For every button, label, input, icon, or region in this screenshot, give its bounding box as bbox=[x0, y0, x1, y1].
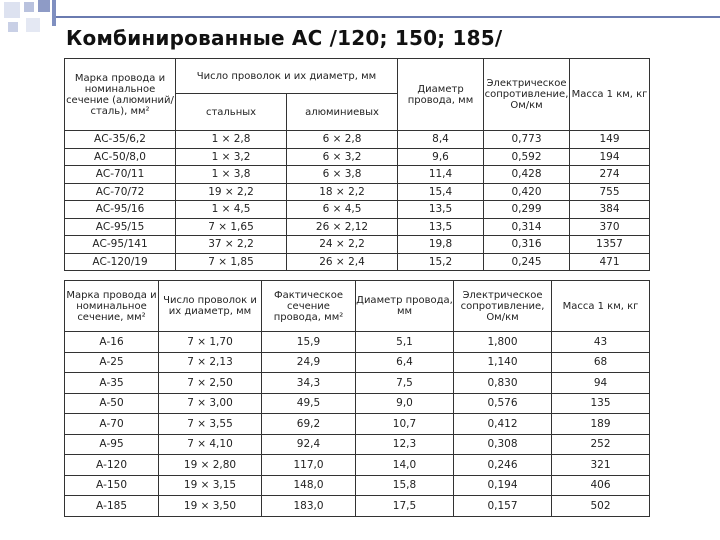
table-cell: 135 bbox=[552, 393, 650, 414]
table-cell: 69,2 bbox=[262, 414, 356, 435]
table-row bbox=[65, 148, 650, 166]
table-cell: 0,299 bbox=[484, 201, 570, 219]
table-cell: 148,0 bbox=[262, 475, 356, 496]
table-cell: 37 × 2,2 bbox=[176, 236, 287, 254]
table-cell: АС-70/72 bbox=[65, 183, 176, 201]
header-mark: Марка провода и номинальное сечение (алюминий/сталь), мм² bbox=[65, 59, 176, 131]
table-cell: АС-50/8,0 bbox=[65, 148, 176, 166]
table-row bbox=[65, 218, 650, 236]
table-cell: 0,246 bbox=[454, 455, 552, 476]
deco-vertical-bar bbox=[52, 0, 56, 26]
table-cell: А-150 bbox=[65, 475, 159, 496]
table-cell: 6 × 3,2 bbox=[287, 148, 398, 166]
table-row bbox=[65, 455, 650, 476]
a-wire-table bbox=[64, 280, 650, 517]
table-cell: 1 × 3,8 bbox=[176, 166, 287, 184]
table-cell: А-16 bbox=[65, 332, 159, 353]
table-cell: 26 × 2,4 bbox=[287, 253, 398, 271]
table-cell: 0,773 bbox=[484, 131, 570, 149]
title-rule bbox=[56, 16, 720, 18]
table-cell: АС-95/141 bbox=[65, 236, 176, 254]
table-cell: 0,412 bbox=[454, 414, 552, 435]
table-row bbox=[65, 393, 650, 414]
table-cell: 7 × 3,55 bbox=[159, 414, 262, 435]
table-cell: А-95 bbox=[65, 434, 159, 455]
table-cell: 149 bbox=[570, 131, 650, 149]
slide-title: Комбинированные АС /120; 150; 185/ bbox=[66, 26, 503, 50]
table-cell: 0,316 bbox=[484, 236, 570, 254]
table-cell: 12,3 bbox=[356, 434, 454, 455]
table-row bbox=[65, 496, 650, 517]
table-cell: 370 bbox=[570, 218, 650, 236]
table-cell: А-50 bbox=[65, 393, 159, 414]
table-cell: 117,0 bbox=[262, 455, 356, 476]
table-row bbox=[65, 414, 650, 435]
table-cell: 1 × 3,2 bbox=[176, 148, 287, 166]
table-cell: 94 bbox=[552, 373, 650, 394]
deco-square bbox=[8, 22, 18, 32]
table-cell: 321 bbox=[552, 455, 650, 476]
header-resistance: Электрическое сопротивление, Ом/км bbox=[454, 281, 552, 332]
table-cell: 7 × 3,00 bbox=[159, 393, 262, 414]
table-cell: 1,140 bbox=[454, 352, 552, 373]
table-cell: 92,4 bbox=[262, 434, 356, 455]
table-cell: 19,8 bbox=[398, 236, 484, 254]
table-cell: А-25 bbox=[65, 352, 159, 373]
table-cell: 6 × 2,8 bbox=[287, 131, 398, 149]
header-wire-count: Число проволок и их диаметр, мм bbox=[176, 59, 398, 94]
table-cell: 19 × 2,2 bbox=[176, 183, 287, 201]
table-cell: АС-70/11 bbox=[65, 166, 176, 184]
table-cell: 189 bbox=[552, 414, 650, 435]
table-cell: 26 × 2,12 bbox=[287, 218, 398, 236]
table-cell: АС-95/15 bbox=[65, 218, 176, 236]
header-mark: Марка провода и номинальное сечение, мм² bbox=[65, 281, 159, 332]
table-row bbox=[65, 434, 650, 455]
table-cell: 0,314 bbox=[484, 218, 570, 236]
table-cell: АС-120/19 bbox=[65, 253, 176, 271]
table-row bbox=[65, 475, 650, 496]
table-cell: 24 × 2,2 bbox=[287, 236, 398, 254]
table-cell: 19 × 3,50 bbox=[159, 496, 262, 517]
deco-square bbox=[24, 2, 34, 12]
table-cell: А-70 bbox=[65, 414, 159, 435]
header-steel: стальных bbox=[176, 94, 287, 131]
deco-square bbox=[4, 2, 20, 18]
table-cell: 1 × 2,8 bbox=[176, 131, 287, 149]
table-cell: 15,4 bbox=[398, 183, 484, 201]
table-cell: 406 bbox=[552, 475, 650, 496]
table-cell: 7 × 4,10 bbox=[159, 434, 262, 455]
header-diameter: Диаметр провода, мм bbox=[398, 59, 484, 131]
table-cell: 502 bbox=[552, 496, 650, 517]
table-cell: 43 bbox=[552, 332, 650, 353]
table-cell: 13,5 bbox=[398, 201, 484, 219]
table-cell: 17,5 bbox=[356, 496, 454, 517]
table-cell: 24,9 bbox=[262, 352, 356, 373]
table-cell: 10,7 bbox=[356, 414, 454, 435]
table-cell: 0,830 bbox=[454, 373, 552, 394]
table-cell: 11,4 bbox=[398, 166, 484, 184]
table-row bbox=[65, 131, 650, 149]
table-cell: 6 × 4,5 bbox=[287, 201, 398, 219]
table-cell: 6 × 3,8 bbox=[287, 166, 398, 184]
table-row bbox=[65, 183, 650, 201]
table-cell: 0,592 bbox=[484, 148, 570, 166]
table-cell: 274 bbox=[570, 166, 650, 184]
table-row bbox=[65, 373, 650, 394]
table-cell: 7 × 1,85 bbox=[176, 253, 287, 271]
table-row bbox=[65, 253, 650, 271]
table-row bbox=[65, 201, 650, 219]
table-cell: 5,1 bbox=[356, 332, 454, 353]
table-row bbox=[65, 166, 650, 184]
table-cell: АС-35/6,2 bbox=[65, 131, 176, 149]
table-cell: 0,420 bbox=[484, 183, 570, 201]
header-diameter: Диаметр провода, мм bbox=[356, 281, 454, 332]
table-cell: 1357 bbox=[570, 236, 650, 254]
table-cell: 252 bbox=[552, 434, 650, 455]
ac-wire-table bbox=[64, 58, 650, 271]
table-cell: 0,157 bbox=[454, 496, 552, 517]
header-aluminum: алюминиевых bbox=[287, 94, 398, 131]
table-cell: 7 × 2,50 bbox=[159, 373, 262, 394]
table-cell: 15,2 bbox=[398, 253, 484, 271]
table-cell: 7 × 1,70 bbox=[159, 332, 262, 353]
table-cell: 19 × 2,80 bbox=[159, 455, 262, 476]
table-cell: А-120 bbox=[65, 455, 159, 476]
deco-square bbox=[38, 0, 50, 12]
table-cell: 0,308 bbox=[454, 434, 552, 455]
table-cell: 13,5 bbox=[398, 218, 484, 236]
table-row bbox=[65, 332, 650, 353]
table-cell: 194 bbox=[570, 148, 650, 166]
table-cell: 7,5 bbox=[356, 373, 454, 394]
table-cell: 0,194 bbox=[454, 475, 552, 496]
header-wire-count: Число проволок и их диаметр, мм bbox=[159, 281, 262, 332]
table-cell: 68 bbox=[552, 352, 650, 373]
table-cell: 471 bbox=[570, 253, 650, 271]
table-cell: 34,3 bbox=[262, 373, 356, 394]
table-cell: 183,0 bbox=[262, 496, 356, 517]
table-cell: 1 × 4,5 bbox=[176, 201, 287, 219]
header-mass: Масса 1 км, кг bbox=[552, 281, 650, 332]
table-cell: 0,576 bbox=[454, 393, 552, 414]
table-cell: 15,9 bbox=[262, 332, 356, 353]
table-cell: 384 bbox=[570, 201, 650, 219]
table-cell: 18 × 2,2 bbox=[287, 183, 398, 201]
table-cell: АС-95/16 bbox=[65, 201, 176, 219]
header-actual-section: Фактическое сечение провода, мм² bbox=[262, 281, 356, 332]
header-resistance: Электрическое сопротивление, Ом/км bbox=[484, 59, 570, 131]
table-cell: 1,800 bbox=[454, 332, 552, 353]
table-cell: 8,4 bbox=[398, 131, 484, 149]
table-cell: 0,245 bbox=[484, 253, 570, 271]
table-cell: 6,4 bbox=[356, 352, 454, 373]
table-cell: А-35 bbox=[65, 373, 159, 394]
table-row bbox=[65, 352, 650, 373]
table-cell: 9,6 bbox=[398, 148, 484, 166]
deco-square bbox=[26, 18, 40, 32]
table-cell: 755 bbox=[570, 183, 650, 201]
table-row bbox=[65, 236, 650, 254]
table-cell: 19 × 3,15 bbox=[159, 475, 262, 496]
table-cell: 49,5 bbox=[262, 393, 356, 414]
table-cell: 9,0 bbox=[356, 393, 454, 414]
table-cell: 14,0 bbox=[356, 455, 454, 476]
table-cell: 0,428 bbox=[484, 166, 570, 184]
table-cell: А-185 bbox=[65, 496, 159, 517]
table-cell: 7 × 1,65 bbox=[176, 218, 287, 236]
table-cell: 15,8 bbox=[356, 475, 454, 496]
table-cell: 7 × 2,13 bbox=[159, 352, 262, 373]
header-mass: Масса 1 км, кг bbox=[570, 59, 650, 131]
